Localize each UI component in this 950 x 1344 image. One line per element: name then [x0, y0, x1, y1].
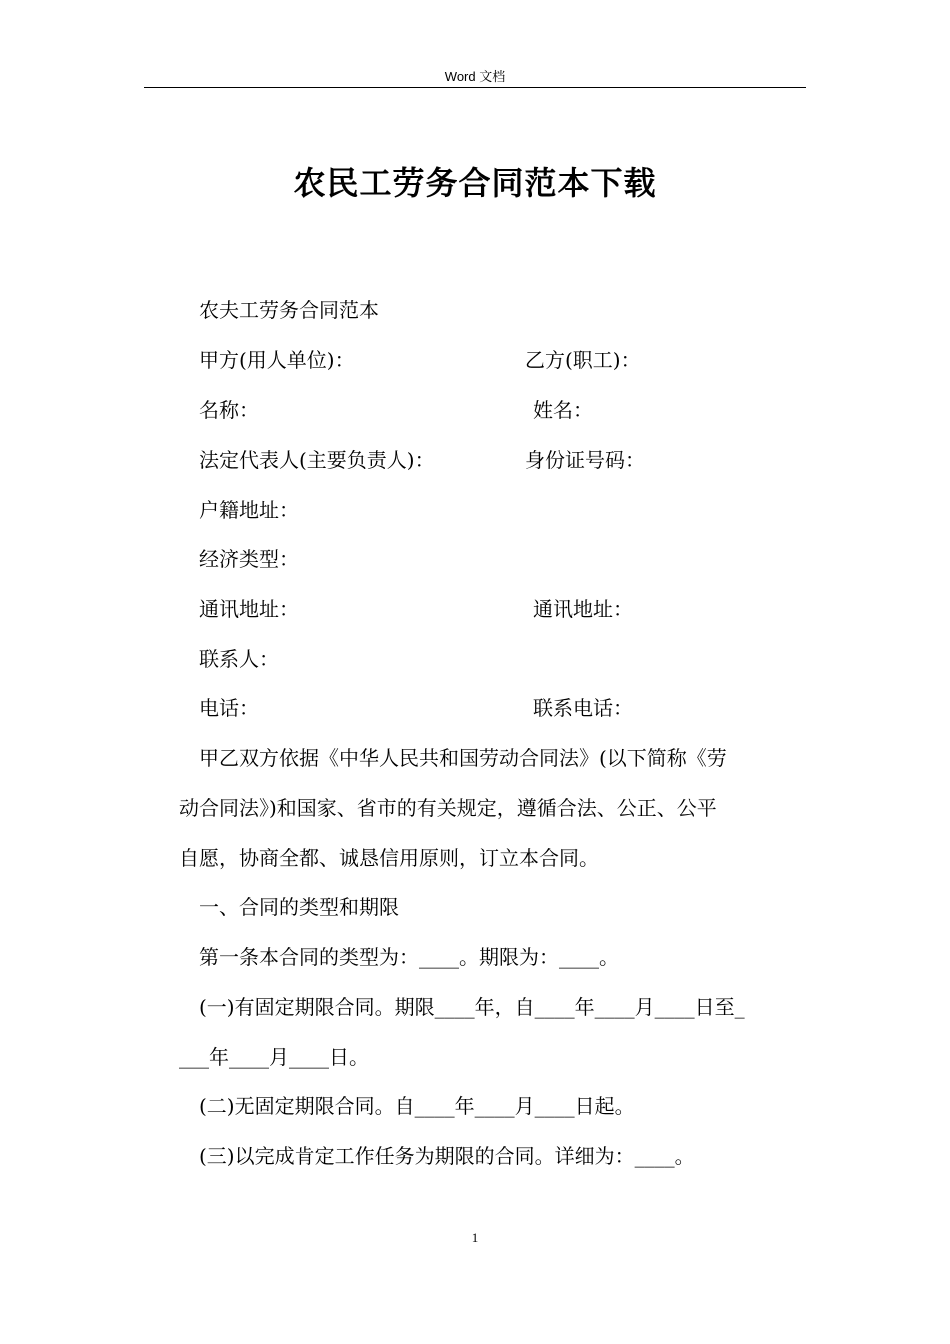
- item-1-line-2: ___年____月____日。: [179, 1045, 369, 1069]
- intro-paragraph-line-1: 甲乙双方依据《中华人民共和国劳动合同法》(以下简称《劳: [199, 746, 727, 770]
- party-b-address-label: 通讯地址：: [533, 597, 633, 621]
- intro-paragraph-line-2: 动合同法》)和国家、省市的有关规定，遵循合法、公正、公平: [179, 796, 717, 820]
- party-a-representative-label: 法定代表人(主要负责人)：: [199, 448, 435, 472]
- contract-subtitle: 农夫工劳务合同范本: [199, 298, 379, 322]
- intro-paragraph-line-3: 自愿，协商全都、诚恳信用原则，订立本合同。: [179, 846, 599, 870]
- party-a-address-label: 通讯地址：: [199, 597, 299, 621]
- item-2: (二)无固定期限合同。自____年____月____日起。: [199, 1094, 635, 1118]
- party-a-label: 甲方(用人单位)：: [199, 348, 355, 372]
- page-number: 1: [471, 1230, 479, 1245]
- section-heading-1: 一、合同的类型和期限: [199, 895, 399, 919]
- party-a-phone-label: 电话：: [199, 696, 259, 720]
- item-1-line-1: (一)有固定期限合同。期限____年，自____年____月____日至_: [199, 995, 745, 1019]
- household-address-label: 户籍地址：: [199, 498, 299, 522]
- party-b-id-label: 身份证号码：: [525, 448, 645, 472]
- party-b-phone-label: 联系电话：: [533, 696, 633, 720]
- contact-person-label: 联系人：: [199, 647, 279, 671]
- party-b-name-label: 姓名：: [533, 398, 593, 422]
- header-label: Word 文档: [444, 69, 506, 84]
- header-divider: [144, 87, 806, 88]
- document-title: 农民工劳务合同范本下载: [293, 164, 657, 202]
- economy-type-label: 经济类型：: [199, 547, 299, 571]
- item-3: (三)以完成肯定工作任务为期限的合同。详细为：____。: [199, 1144, 695, 1168]
- article-1: 第一条本合同的类型为：____。期限为：____。: [199, 945, 619, 969]
- party-a-name-label: 名称：: [199, 398, 259, 422]
- party-b-label: 乙方(职工)：: [525, 348, 641, 372]
